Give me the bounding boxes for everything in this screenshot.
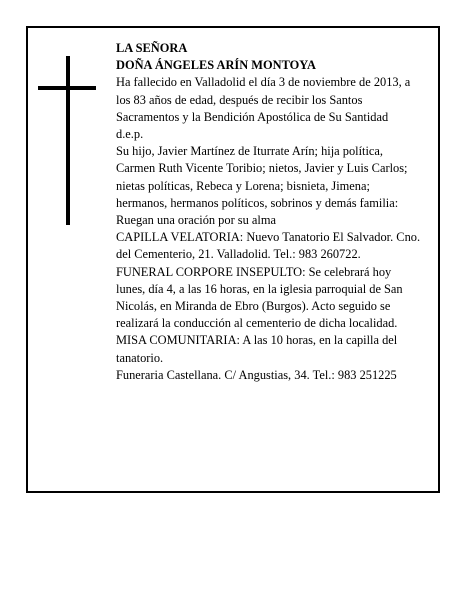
notice-heading-title: LA SEÑORA — [116, 41, 188, 55]
wake-chapel-info: CAPILLA VELATORIA: Nuevo Tanatorio El Salvador. Cno. del Cementerio, 21. Valladolid. Tel.: 983 260722. — [116, 230, 421, 262]
rest-in-peace: d.e.p. — [116, 127, 144, 142]
cross-horizontal-bar — [38, 86, 96, 90]
obituary-notice — [26, 26, 440, 493]
notice-body — [116, 40, 422, 384]
funeral-info: FUNERAL CORPORE INSEPULTO: Se celebrará hoy lunes, día 4, a las 16 horas, en la iglesia parroquial de San Nicolás, en Miranda de Ebro (Burgos). Acto seguido se realizará la conducción al cementerio de dicha localidad. MISA COMUNITARIA: A las 10 horas, en la capilla del tanatorio. — [116, 264, 403, 365]
funeral-home-info: Funeraria Castellana. C/ Angustias, 34. Tel.: 983 251225 — [116, 367, 397, 382]
deceased-name: DOÑA ÁNGELES ARÍN MONTOYA — [116, 58, 317, 73]
family-list: Su hijo, Javier Martínez de Iturrate Arín; hija política, Carmen Ruth Vicente Toribio; nietos, Javier y Luis Carlos; nietas políticas, Rebeca y Lorena; bisnieta, Jimena; hermanos, hermanos políticos, sobrinos y demás familia: — [116, 144, 408, 210]
prayer-request: Ruegan una oración por su alma — [116, 213, 276, 228]
death-announcement: Ha fallecido en Valladolid el día 3 de noviembre de 2013, a los 83 años de edad, después de recibir los Santos Sacramentos y la Bendición Apostólica de Su Santidad — [116, 75, 411, 124]
cross-vertical-bar — [66, 56, 70, 225]
